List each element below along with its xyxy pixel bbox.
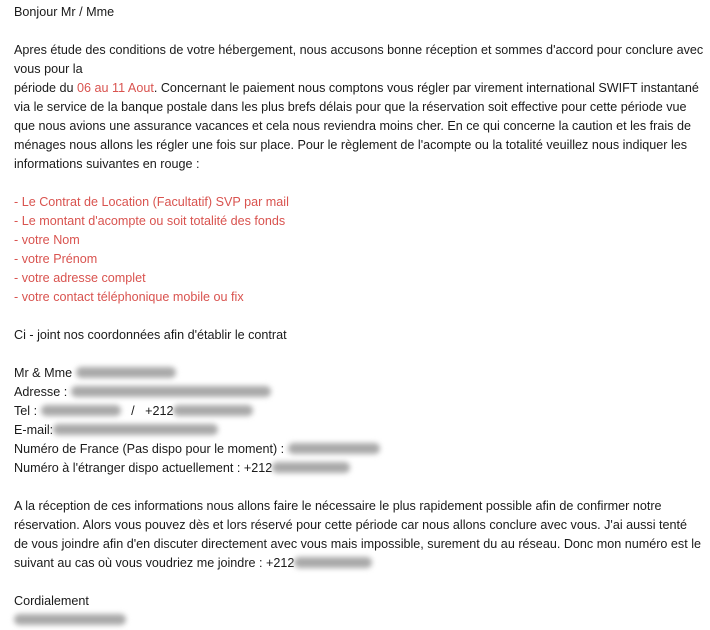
contact-abroad-number-line (14, 459, 704, 478)
intro-period-prefix: période du (14, 81, 78, 95)
intro-paragraph (14, 41, 704, 174)
signoff: Cordialement (14, 594, 89, 608)
stay-dates: 06 au 11 Aout (77, 81, 154, 95)
redacted-abroad-number (272, 462, 350, 473)
contact-name-line (14, 364, 704, 383)
redacted-tel-1 (41, 405, 121, 416)
redacted-email (53, 424, 218, 435)
list-item: - votre contact téléphonique mobile ou fix (14, 290, 244, 304)
email-body (14, 3, 704, 630)
closing-text: A la réception de ces informations nous allons faire le nécessaire le plus rapidement possible afin de confirmer notre réservation. Alors vous pouvez dès et lors réservé pour cette période car nous allons conclure avec vous. J'ai aussi tenté de vous joindre afin d'en discuter directement avec vous mais impossible, surement du au réseau. Donc mon numéro est le suivant au cas où vous voudriez me joindre : +212 (14, 499, 702, 570)
redacted-name (76, 367, 176, 378)
list-item: - Le Contrat de Location (Facultatif) SVP par mail (14, 195, 289, 209)
contact-email-line (14, 421, 704, 440)
attached-note: Ci - joint nos coordonnées afin d'établir le contrat (14, 328, 287, 342)
list-item: - votre Prénom (14, 252, 98, 266)
signature-line (14, 611, 704, 630)
france-number-label: Numéro de France (Pas dispo pour le moment) : (14, 442, 285, 456)
requested-info-list (14, 193, 704, 307)
redacted-france-number (288, 443, 380, 454)
intro-line-1: Apres étude des conditions de votre hébergement, nous accusons bonne réception et sommes d'accord pour conclure avec vous pour la (14, 43, 704, 76)
contact-france-number-line (14, 440, 704, 459)
contact-tel-line (14, 402, 704, 421)
email-label: E-mail: (14, 423, 54, 437)
greeting: Bonjour Mr / Mme (14, 5, 115, 19)
list-item: - votre Nom (14, 233, 80, 247)
address-label: Adresse : (14, 385, 68, 399)
contact-block (14, 364, 704, 478)
redacted-address (71, 386, 271, 397)
closing-paragraph (14, 497, 704, 573)
redacted-phone-number (294, 557, 372, 568)
redacted-tel-2 (173, 405, 253, 416)
tel-prefix: +212 (145, 404, 174, 418)
abroad-number-label: Numéro à l'étranger dispo actuellement : +212 (14, 461, 273, 475)
tel-separator: / (131, 404, 135, 418)
tel-label: Tel : (14, 404, 38, 418)
intro-rest: . Concernant le paiement nous comptons vous régler par virement international SWIFT instantané via le service de la banque postale dans les plus brefs délais pour que la réservation soit effective pour cette période vue que nous avions une assurance vacances et cela nous reviendra moins cher. En ce qui concerne la caution et les frais de ménages nous allons les régler une fois sur place. Pour le règlement de l'acompte ou la totalité veuillez nous indiquer les informations suivantes en rouge : (14, 81, 699, 171)
name-label: Mr & Mme (14, 366, 73, 380)
redacted-signature (14, 614, 126, 625)
contact-address-line (14, 383, 704, 402)
list-item: - Le montant d'acompte ou soit totalité des fonds (14, 214, 286, 228)
list-item: - votre adresse complet (14, 271, 146, 285)
